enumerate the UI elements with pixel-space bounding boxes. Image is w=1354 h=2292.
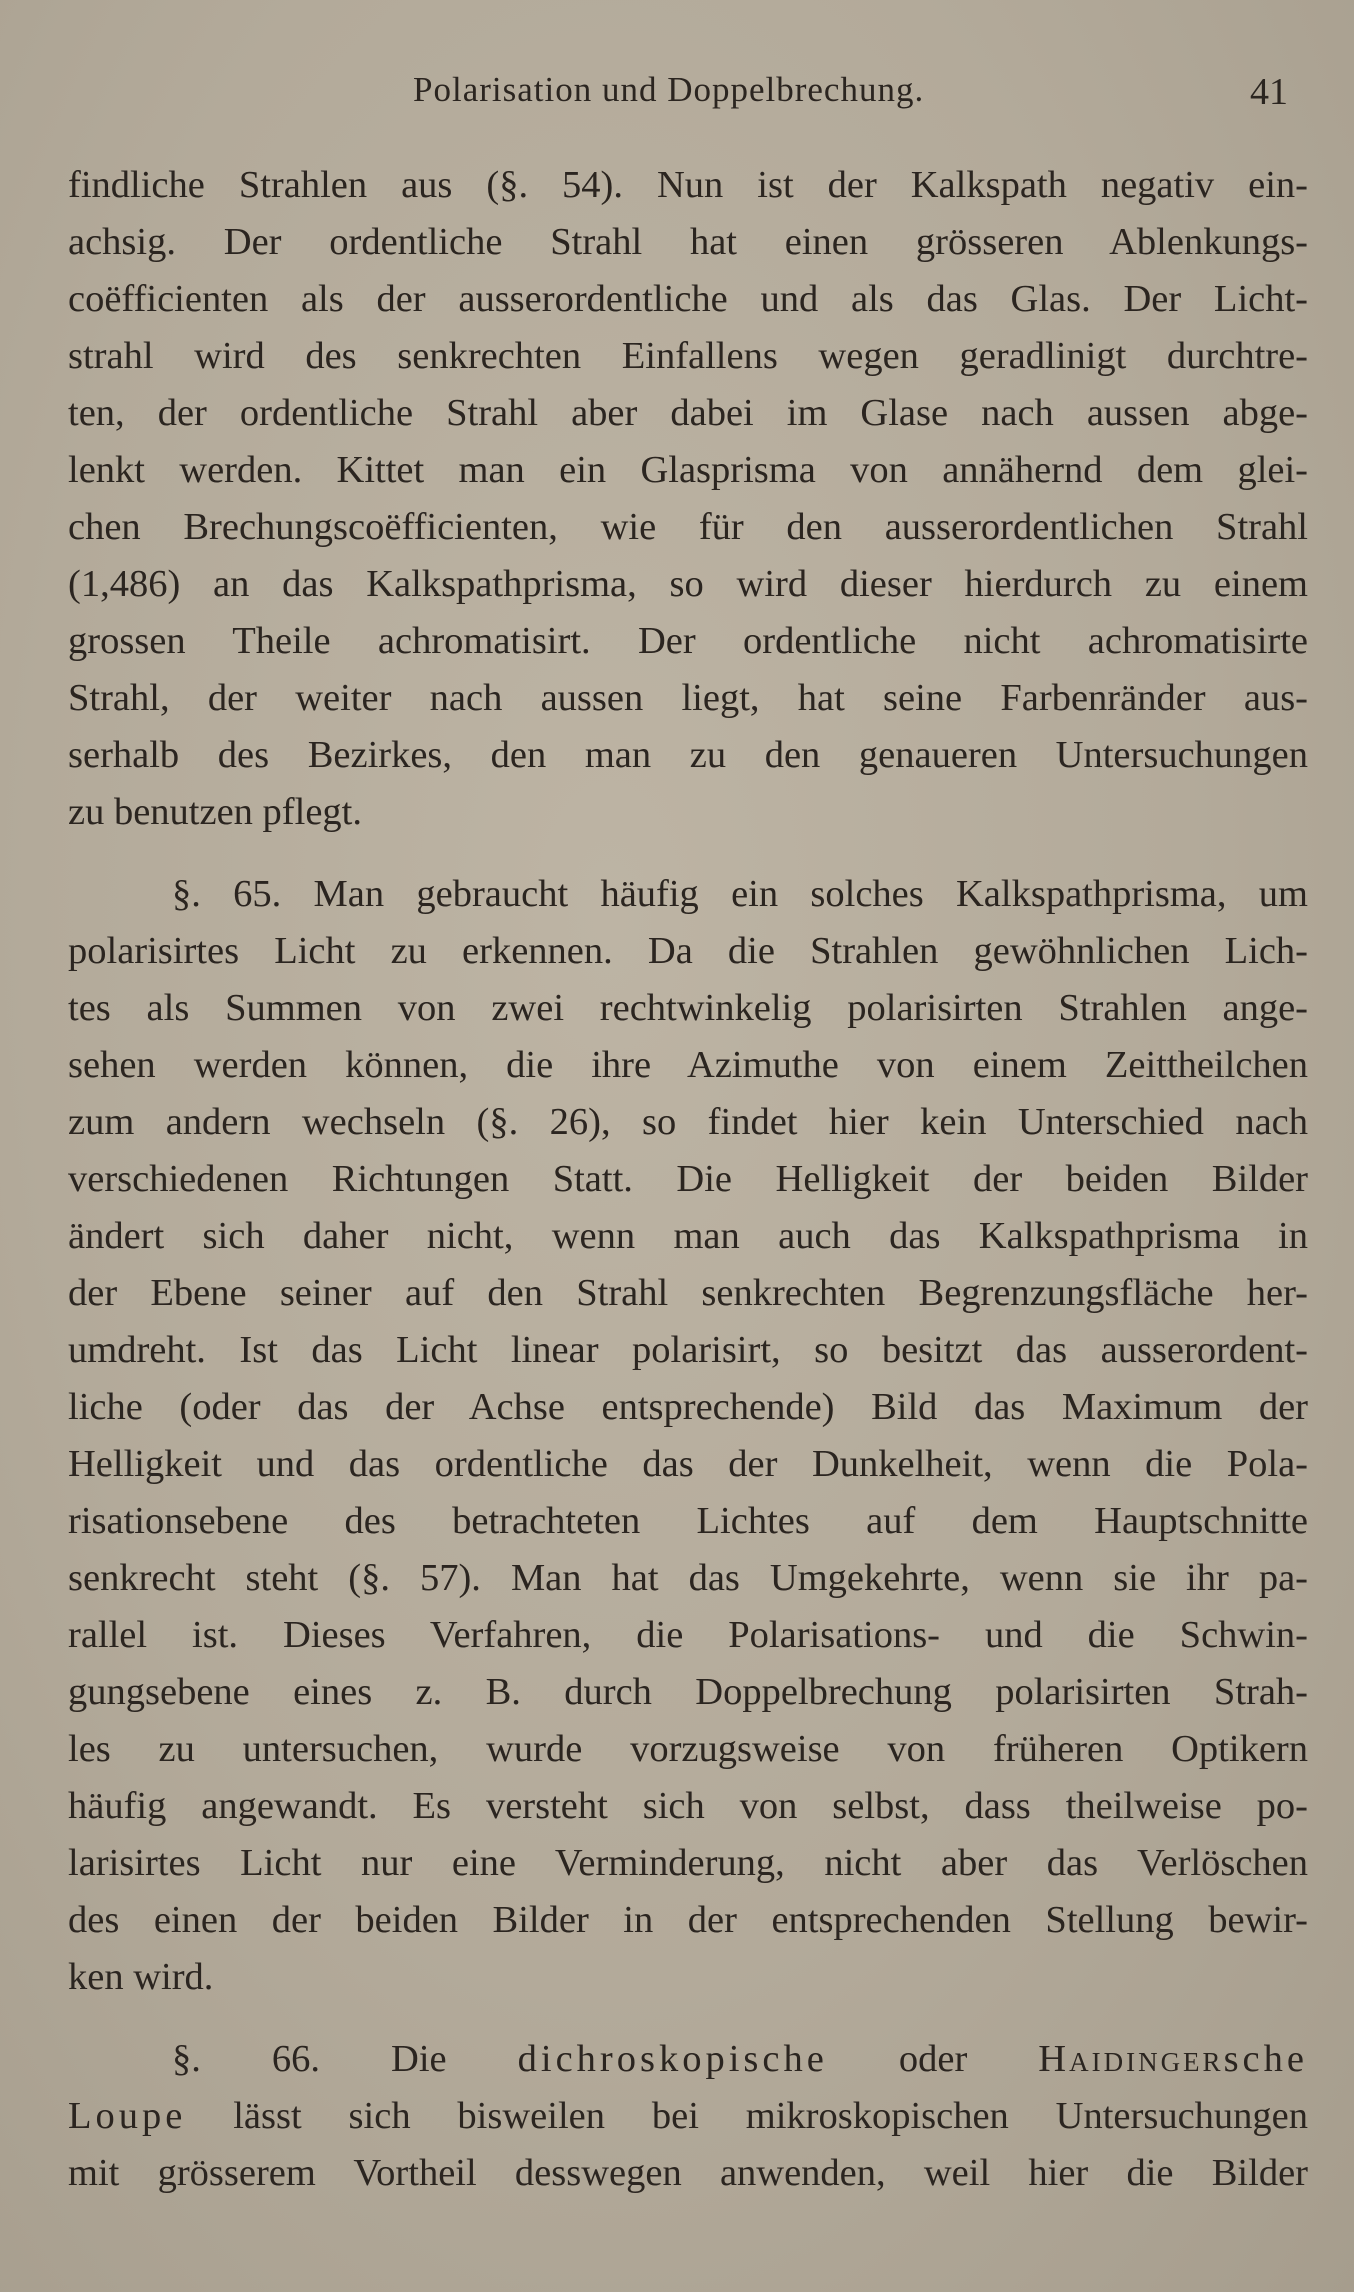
running-head bbox=[0, 70, 1354, 120]
paragraph-66-start bbox=[68, 2032, 1308, 2086]
text-line: liche (oder das der Achse entsprechende) Bild das Maximum der bbox=[68, 1386, 1308, 1428]
text-line: tes als Summen von zwei rechtwinkelig polarisirten Strahlen ange- bbox=[68, 987, 1308, 1029]
text-line: rallel ist. Dieses Verfahren, die Polarisations- und die Schwin- bbox=[68, 1614, 1308, 1656]
spaced-term-suffix: sche bbox=[1223, 2038, 1308, 2080]
section-number: §. 66. Die bbox=[172, 2038, 518, 2080]
text-line: zum andern wechseln (§. 26), so findet hier kein Unterschied nach bbox=[68, 1101, 1308, 1143]
running-title: Polarisation und Doppelbrechung. bbox=[413, 70, 925, 109]
text-line: sehen werden können, die ihre Azimuthe von einem Zeittheilchen bbox=[68, 1044, 1308, 1086]
text-line: serhalb des Bezirkes, den man zu den genaueren Untersuchungen bbox=[68, 734, 1308, 776]
text-fragment: lässt sich bisweilen bei mikroskopischen Untersuchungen bbox=[186, 2095, 1308, 2137]
text-line: polarisirtes Licht zu erkennen. Da die Strahlen gewöhnlichen Lich- bbox=[68, 930, 1308, 972]
spaced-term: dichroskopische bbox=[517, 2038, 828, 2080]
text-line: mit grösserem Vortheil desswegen anwenden, weil hier die Bilder bbox=[68, 2152, 1308, 2194]
text-line: senkrecht steht (§. 57). Man hat das Umgekehrte, wenn sie ihr pa- bbox=[68, 1557, 1308, 1599]
text-line: les zu untersuchen, wurde vorzugsweise von früheren Optikern bbox=[68, 1728, 1308, 1770]
text-line: achsig. Der ordentliche Strahl hat einen grösseren Ablenkungs- bbox=[68, 221, 1308, 263]
author-name: Haidinger bbox=[1038, 2038, 1224, 2080]
text-line: ten, der ordentliche Strahl aber dabei im Glase nach aussen abge- bbox=[68, 392, 1308, 434]
text-line: zu benutzen pflegt. bbox=[68, 791, 362, 833]
text-line: Helligkeit und das ordentliche das der Dunkelheit, wenn die Pola- bbox=[68, 1443, 1308, 1485]
text-line: ändert sich daher nicht, wenn man auch das Kalkspathprisma in bbox=[68, 1215, 1308, 1257]
text-line: risationsebene des betrachteten Lichtes auf dem Hauptschnitte bbox=[68, 1500, 1308, 1542]
text-line: des einen der beiden Bilder in der entsprechenden Stellung bewir- bbox=[68, 1899, 1308, 1941]
text-line: verschiedenen Richtungen Statt. Die Helligkeit der beiden Bilder bbox=[68, 1158, 1308, 1200]
text-line: ken wird. bbox=[68, 1956, 214, 1998]
text-line: larisirtes Licht nur eine Verminderung, nicht aber das Verlöschen bbox=[68, 1842, 1308, 1884]
spaced-term: Loupe bbox=[68, 2095, 187, 2137]
text-line: der Ebene seiner auf den Strahl senkrechten Begrenzungsfläche her- bbox=[68, 1272, 1308, 1314]
paragraph-65-start: §. 65. Man gebraucht häufig ein solches Kalkspathprisma, um bbox=[172, 873, 1308, 915]
text-line: Strahl, der weiter nach aussen liegt, hat seine Farbenränder aus- bbox=[68, 677, 1308, 719]
text-line: chen Brechungscoëfficienten, wie für den ausserordentlichen Strahl bbox=[68, 506, 1308, 548]
text-line: häufig angewandt. Es versteht sich von selbst, dass theilweise po- bbox=[68, 1785, 1308, 1827]
text-line: grossen Theile achromatisirt. Der ordentliche nicht achromatisirte bbox=[68, 620, 1308, 662]
page-number: 41 bbox=[1250, 71, 1288, 113]
text-line: gungsebene eines z. B. durch Doppelbrechung polarisirten Strah- bbox=[68, 1671, 1308, 1713]
text-fragment: oder bbox=[827, 2038, 1039, 2080]
text-line: lenkt werden. Kittet man ein Glasprisma von annähernd dem glei- bbox=[68, 449, 1308, 491]
text-line: strahl wird des senkrechten Einfallens wegen geradlinigt durchtre- bbox=[68, 335, 1308, 377]
text-line: umdreht. Ist das Licht linear polarisirt, so besitzt das ausserordent- bbox=[68, 1329, 1308, 1371]
text-line: findliche Strahlen aus (§. 54). Nun ist der Kalkspath negativ ein- bbox=[68, 164, 1308, 206]
text-line: (1,486) an das Kalkspathprisma, so wird dieser hierdurch zu einem bbox=[68, 563, 1308, 605]
text-line bbox=[68, 2089, 1308, 2143]
text-line: coëfficienten als der ausserordentliche und als das Glas. Der Licht- bbox=[68, 278, 1308, 320]
